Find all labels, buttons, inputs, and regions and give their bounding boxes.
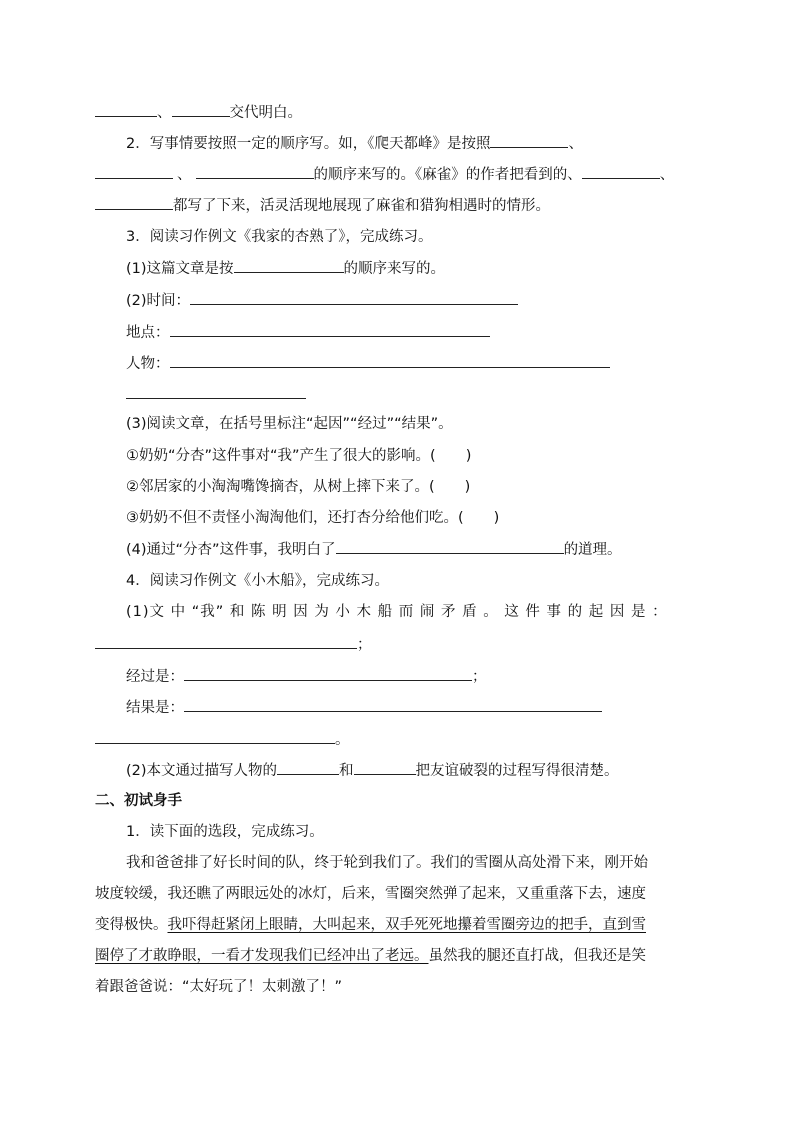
result-label: 结果是： bbox=[126, 700, 184, 716]
place-label: 地点： bbox=[126, 325, 170, 341]
time-label: (2)时间： bbox=[126, 293, 191, 309]
answer-blank[interactable] bbox=[336, 539, 564, 554]
place-blank[interactable] bbox=[170, 322, 490, 337]
q3-part2-time bbox=[126, 290, 518, 311]
q4-p2-pre: (2)本文通过描写人物的 bbox=[126, 763, 278, 779]
q2-text: 都写了下来，活灵活现地展现了麻雀和猎狗相遇时的情形。 bbox=[173, 198, 550, 214]
separator: 、 bbox=[568, 136, 583, 152]
q3-p1-post: 的顺序来写的。 bbox=[343, 261, 446, 277]
q3-title: 3．阅读习作例文《我家的杏熟了》，完成练习。 bbox=[126, 229, 433, 245]
process-label: 经过是： bbox=[126, 669, 184, 685]
period: 。 bbox=[335, 732, 350, 748]
q3-part4 bbox=[126, 539, 622, 560]
q1-continuation-line bbox=[95, 102, 302, 123]
q2-line-1 bbox=[126, 133, 583, 154]
q4-result-continuation bbox=[95, 729, 350, 750]
cause-blank[interactable] bbox=[95, 634, 357, 649]
passage-line-3 bbox=[95, 915, 646, 935]
time-blank[interactable] bbox=[190, 290, 518, 305]
semicolon: ； bbox=[472, 669, 487, 685]
q4-result-line bbox=[126, 697, 602, 718]
answer-blank[interactable] bbox=[354, 760, 416, 775]
people-blank[interactable] bbox=[170, 353, 610, 368]
q4-cause-line bbox=[95, 634, 372, 655]
q3-part1 bbox=[126, 258, 445, 279]
q4-process-line bbox=[126, 666, 487, 687]
q4-p2-post: 把友谊破裂的过程写得很清楚。 bbox=[415, 763, 619, 779]
q3-part3: (3)阅读文章，在括号里标注“起因”“经过”“结果”。 bbox=[126, 416, 453, 432]
answer-blank[interactable] bbox=[234, 258, 344, 273]
passage-text: 虽然我的腿还直打战，但我还是笑 bbox=[428, 948, 646, 964]
section2-q1: 1．读下面的选段，完成练习。 bbox=[126, 824, 324, 840]
close-paren: ) bbox=[493, 510, 500, 526]
people-label: 人物： bbox=[126, 356, 170, 372]
close-paren: ) bbox=[464, 479, 471, 495]
q2-prompt: 2．写事情要按照一定的顺序写。如，《爬天都峰》是按照 bbox=[126, 136, 491, 152]
separator: 、 bbox=[177, 167, 192, 183]
q2-line-3 bbox=[95, 195, 550, 216]
q3-p4-post: 的道理。 bbox=[563, 542, 622, 558]
q3-p1-pre: (1)这篇文章是按 bbox=[126, 261, 234, 277]
answer-blank[interactable] bbox=[172, 102, 230, 117]
underlined-passage: 圈停了才敢睁眼，一看才发现我们已经冲出了老远。 bbox=[95, 948, 429, 964]
separator: 、 bbox=[157, 105, 172, 121]
passage-line-5: 着跟爸爸说：“太好玩了！太刺激了！” bbox=[95, 979, 343, 995]
separator: 、 bbox=[659, 167, 675, 183]
passage-text: 变得极快。 bbox=[95, 917, 168, 933]
q3-item-3 bbox=[126, 508, 499, 528]
answer-blank[interactable] bbox=[277, 760, 339, 775]
process-blank[interactable] bbox=[184, 666, 472, 681]
answer-blank[interactable] bbox=[95, 195, 173, 210]
answer-blank[interactable] bbox=[490, 133, 568, 148]
item-text: ①奶奶“分杏”这件事对“我”产生了很大的影响。( bbox=[126, 448, 436, 464]
answer-blank[interactable] bbox=[95, 164, 173, 179]
q2-line-2 bbox=[95, 164, 674, 185]
q3-p4-pre: (4)通过“分杏”这件事，我明白了 bbox=[126, 542, 336, 558]
people-blank-continuation[interactable] bbox=[126, 398, 306, 399]
answer-blank[interactable] bbox=[95, 102, 157, 117]
q4-part1: (1)文 中 “我” 和 陈 明 因 为 小 木 船 而 闹 矛 盾 。 这 件 事 的 起 因 是 ： bbox=[126, 604, 668, 620]
passage-line-1: 我和爸爸排了好长时间的队，终于轮到我们了。我们的雪圈从高处滑下来，刚开始 bbox=[126, 855, 648, 871]
line-text: 交代明白。 bbox=[229, 105, 302, 121]
q4-part2 bbox=[126, 760, 619, 781]
answer-blank[interactable] bbox=[196, 164, 314, 179]
close-paren: ) bbox=[465, 448, 472, 464]
q3-item-2 bbox=[126, 477, 470, 497]
q3-place bbox=[126, 322, 490, 343]
q4-title: 4．阅读习作例文《小木船》，完成练习。 bbox=[126, 573, 389, 589]
semicolon: ； bbox=[357, 637, 372, 653]
section-heading: 二、初试身手 bbox=[95, 793, 182, 809]
item-text: ③奶奶不但不责怪小淘淘他们，还打杏分给他们吃。( bbox=[126, 510, 464, 526]
q3-people bbox=[126, 353, 610, 374]
q4-p2-mid: 和 bbox=[339, 763, 354, 779]
passage-line-4 bbox=[95, 946, 646, 966]
passage-line-2: 坡度较缓，我还瞧了两眼远处的冰灯，后来，雪圈突然弹了起来，又重重落下去，速度 bbox=[95, 886, 646, 902]
underlined-passage: 我吓得赶紧闭上眼睛，大叫起来，双手死死地攥着雪圈旁边的把手，直到雪 bbox=[167, 917, 646, 933]
q2-text: 的顺序来写的。《麻雀》的作者把看到的、 bbox=[313, 167, 582, 183]
q3-item-1 bbox=[126, 446, 471, 466]
result-blank-continuation[interactable] bbox=[95, 729, 335, 744]
answer-blank[interactable] bbox=[582, 164, 660, 179]
item-text: ②邻居家的小淘淘嘴馋摘杏，从树上摔下来了。( bbox=[126, 479, 435, 495]
result-blank[interactable] bbox=[184, 697, 602, 712]
